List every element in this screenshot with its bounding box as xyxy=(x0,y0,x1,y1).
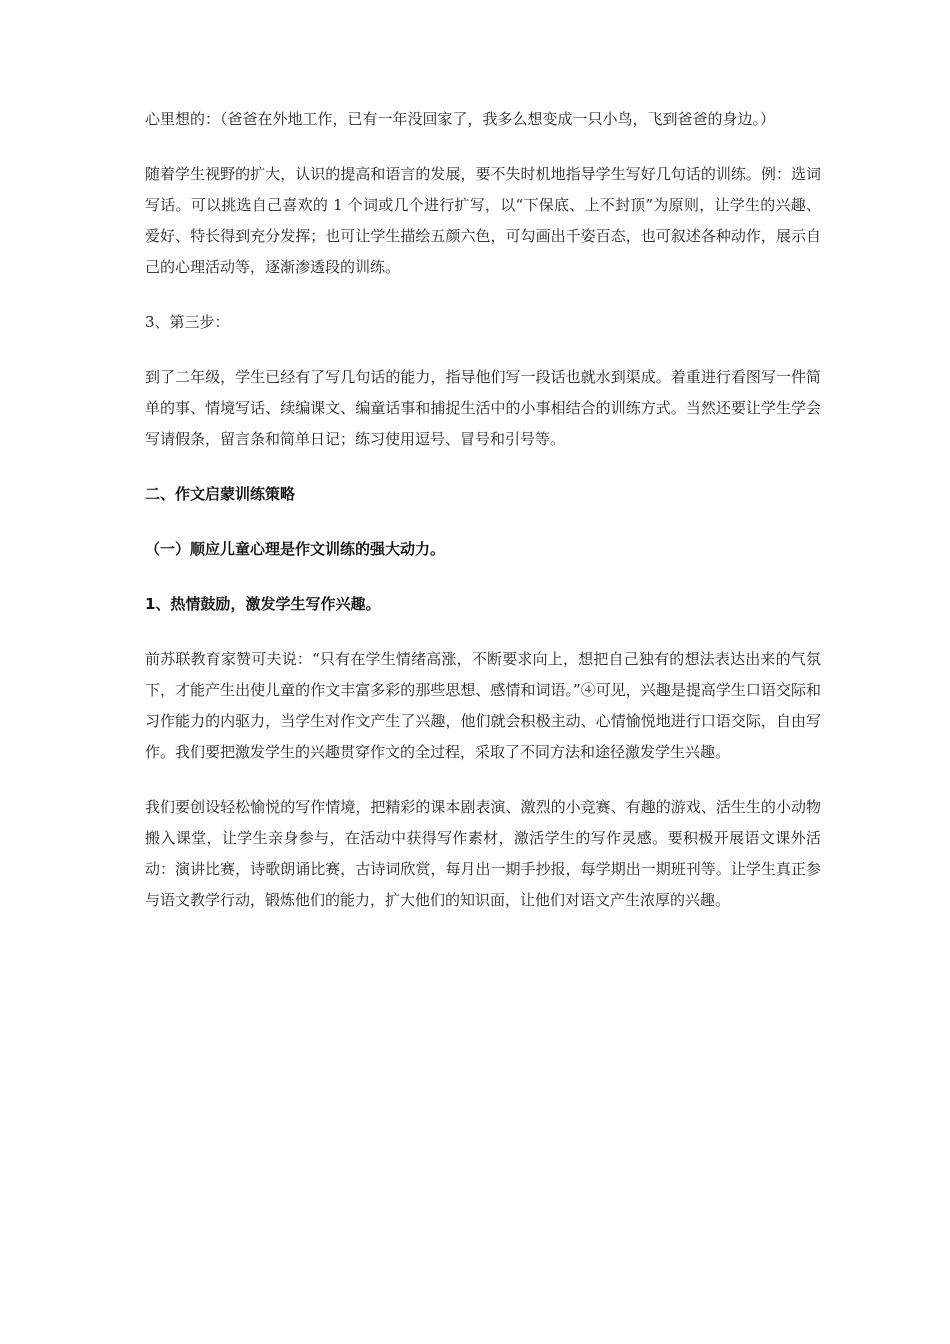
paragraph-child-thought: 心里想的：（爸爸在外地工作，已有一年没回家了，我多么想变成一只小鸟，飞到爸爸的身边。） xyxy=(145,110,776,128)
paragraph-writing-context: 我们要创设轻松愉悦的写作情境，把精彩的课本剧表演、激烈的小竞赛、有趣的游戏、活生生的小动物搬入课堂，让学生亲身参与，在活动中获得写作素材，激活学生的写作灵感。要积极开展语文课外活动：演讲比赛，诗歌朗诵比赛，古诗词欣赏，每月出一期手抄报，每学期出一期班刊等。让学生真正参与语文教学行动，锻炼他们的能力，扩大他们的知识面，让他们对语文产生浓厚的兴趣。 xyxy=(145,798,821,909)
document-page xyxy=(145,104,821,940)
paragraph-step-three: 3、第三步： xyxy=(145,313,230,331)
paragraph-grade-two: 到了二年级，学生已经有了写几句话的能力，指导他们写一段话也就水到渠成。着重进行看图写一件简单的事、情境写话、续编课文、编童话事和捕捉生活中的小事相结合的训练方式。当然还要让学生学会写请假条，留言条和简单日记；练习使用逗号、冒号和引号等。 xyxy=(145,368,821,448)
section-heading: 二、作文启蒙训练策略 xyxy=(145,485,296,503)
point-heading: 1、热情鼓励，激发学生写作兴趣。 xyxy=(145,595,381,613)
subsection-heading: （一）顺应儿童心理是作文训练的强大动力。 xyxy=(145,540,446,558)
paragraph-zankov-quote: 前苏联教育家赞可夫说：“只有在学生情绪高涨，不断要求向上，想把自己独有的想法表达出来的气氛下，才能产生出使儿童的作文丰富多彩的那些思想、感情和词语。”④可见，兴趣是提高学生口语交际和习作能力的内驱力，当学生对作文产生了兴趣，他们就会积极主动、心情愉悦地进行口语交际，自由写作。我们要把激发学生的兴趣贯穿作文的全过程，采取了不同方法和途径激发学生兴趣。 xyxy=(145,650,821,761)
paragraph-sentence-training: 随着学生视野的扩大，认识的提高和语言的发展，要不失时机地指导学生写好几句话的训练。例：选词写话。可以挑选自己喜欢的 1 个词或几个进行扩写，以“下保底、上不封顶”为原则，让学生的兴趣、爱好、特长得到充分发挥；也可让学生描绘五颜六色，可勾画出千姿百态，也可叙述各种动作，展示自己的心理活动等，逐渐渗透段的训练。 xyxy=(145,165,821,276)
